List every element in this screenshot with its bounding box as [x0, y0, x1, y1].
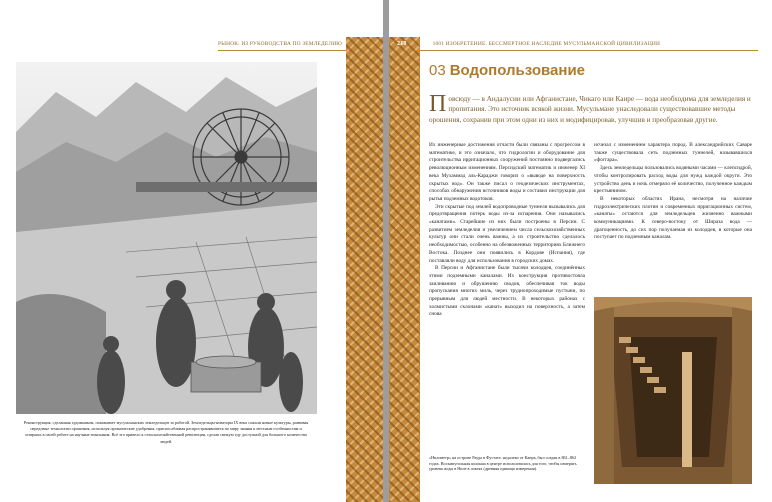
col1-paragraph: В Персии и Афганистане были тысячи колодцев, соединённых этими подземными каналами. Их конструкция противостояла заиливанию и обрушению сводов, обеспечивая ток воды пропускания многих миль, через труднопроходимые пустыни, по прерывным для людей местности. В некоторых районах с холмистыми склонами «канат» выходил на поверхность, а затем снова: [429, 265, 585, 318]
body-column-1: [429, 142, 585, 319]
running-head-right: [397, 38, 660, 49]
illustration-caption: Реконструкция, сделанная художником, показывает мусульманских земледельцев за работой. Земледельцы-новаторы IX века сажали новые культуры, развивая передовые технологии орошения, используя органические удобрения, приспосабливая распространявшиеся по миру знания к местным особенностям и опираясь в своей работе на научные изыскания. Всё это привело к сельскохозяйственной революции, сделав свежую еду доступной для большего количества людей.: [23, 420, 309, 444]
section-number: 03: [429, 62, 446, 79]
nilometer-photo: [594, 297, 752, 484]
drop-cap: П: [429, 91, 447, 117]
col2-paragraph: В некоторых областях Ирана, несмотря на наличие гидроэлектрических плотин и современных ирригационных систем, «канаты» остаются для земледельцев жизненно важными коммуникациями. К северо-востоку от Шираза вода — драгоценность, до сих пор получаемая из колодцев, в которые она поступает по подземным каналам.: [594, 195, 752, 241]
running-head-right-text: 1001 ИЗОБРЕТЕНИЕ. БЕССМЕРТНОЕ НАСЛЕДИЕ МУСУЛЬМАНСКОЙ ЦИВИЛИЗАЦИИ: [432, 40, 661, 47]
nilometer-column: [682, 352, 692, 467]
farm-water-wheel-drawing: [16, 62, 317, 414]
running-head-left: [218, 38, 358, 49]
ornament-band-right: [389, 37, 420, 502]
ornament-band-left: [346, 37, 383, 502]
lead-paragraph: [429, 91, 751, 125]
left-page: [0, 0, 383, 502]
col1-paragraph: Эти скрытые под землей водопроводные туннели вызывались для предотвращения потерь воды из-за испарения. Они назывались «канатами». Старейшие из них были построены в Персии. С развитием земледелия и увеличением числа сельскохозяйственных культур они стали очень важны, а их строительство сделалось необходимостью, особенно на обезвоженных территориях Ближнего Востока. Позднее они появились в Кордове (Испания), где поставляли воду для использования в городских домах.: [429, 203, 585, 264]
col2-paragraph: Здесь земледельцы пользовались водяными часами — клепсидрой, чтобы контролировать расход воды для нужд каждой округи. Это устройство день и ночь отмеряло её количество, полученное каждым крестьянином.: [594, 165, 752, 195]
lead-text: овсюду — в Андалусии или Афганистане, Чикаго или Каире — вода необходима для земледелия и пропитания. Это источник всякой жизни. Мусульмане унаследовали существовавшие методы орошения, сохранив при этом одни из них и модифицировав, улучшив и преобразовав другие.: [429, 95, 751, 124]
col1-paragraph: Их инженерные достижения отчасти были связаны с прогрессом в математике, и это означало, что гидрологии и оборудование для строительства ирригационных сооружений постоянно подвергались революционным изменениям. Персидский математик и инженер XI века Мухаммад аль-Караджи говорил о «выводе на поверхность скрытых вод». Он также писал о геодезических инструментах, способах обнаружения источников воды и составил инструкции для рытья подземных водотоков.: [429, 142, 585, 202]
section-title-text: Водопользование: [449, 62, 586, 79]
header-rule-left: [218, 50, 346, 51]
header-rule-right: [420, 50, 758, 51]
section-title: [429, 62, 585, 79]
body-column-2: [594, 142, 752, 242]
photo-footnote: «Нилометр» на острове Рауда в Фустате, недалеко от Каира, был создан в 861–862 годах. Восьмиугольная колонна в центре использовалась для того, чтобы измерять уровень воды в Ниле в локтях (древняя единица измерения).: [429, 455, 577, 472]
page-number-right: 218: [397, 40, 407, 47]
running-head-left-text: РЫНОК: ИЗ РУКОВОДСТВА ПО ЗЕМЛЕДЕЛИЮ: [218, 40, 343, 47]
col2-paragraph: исчезал с изменением характера пород. В александрийских Саваре также существовала сеть подземных туннелей, называвшихся «фоггара».: [594, 142, 752, 164]
